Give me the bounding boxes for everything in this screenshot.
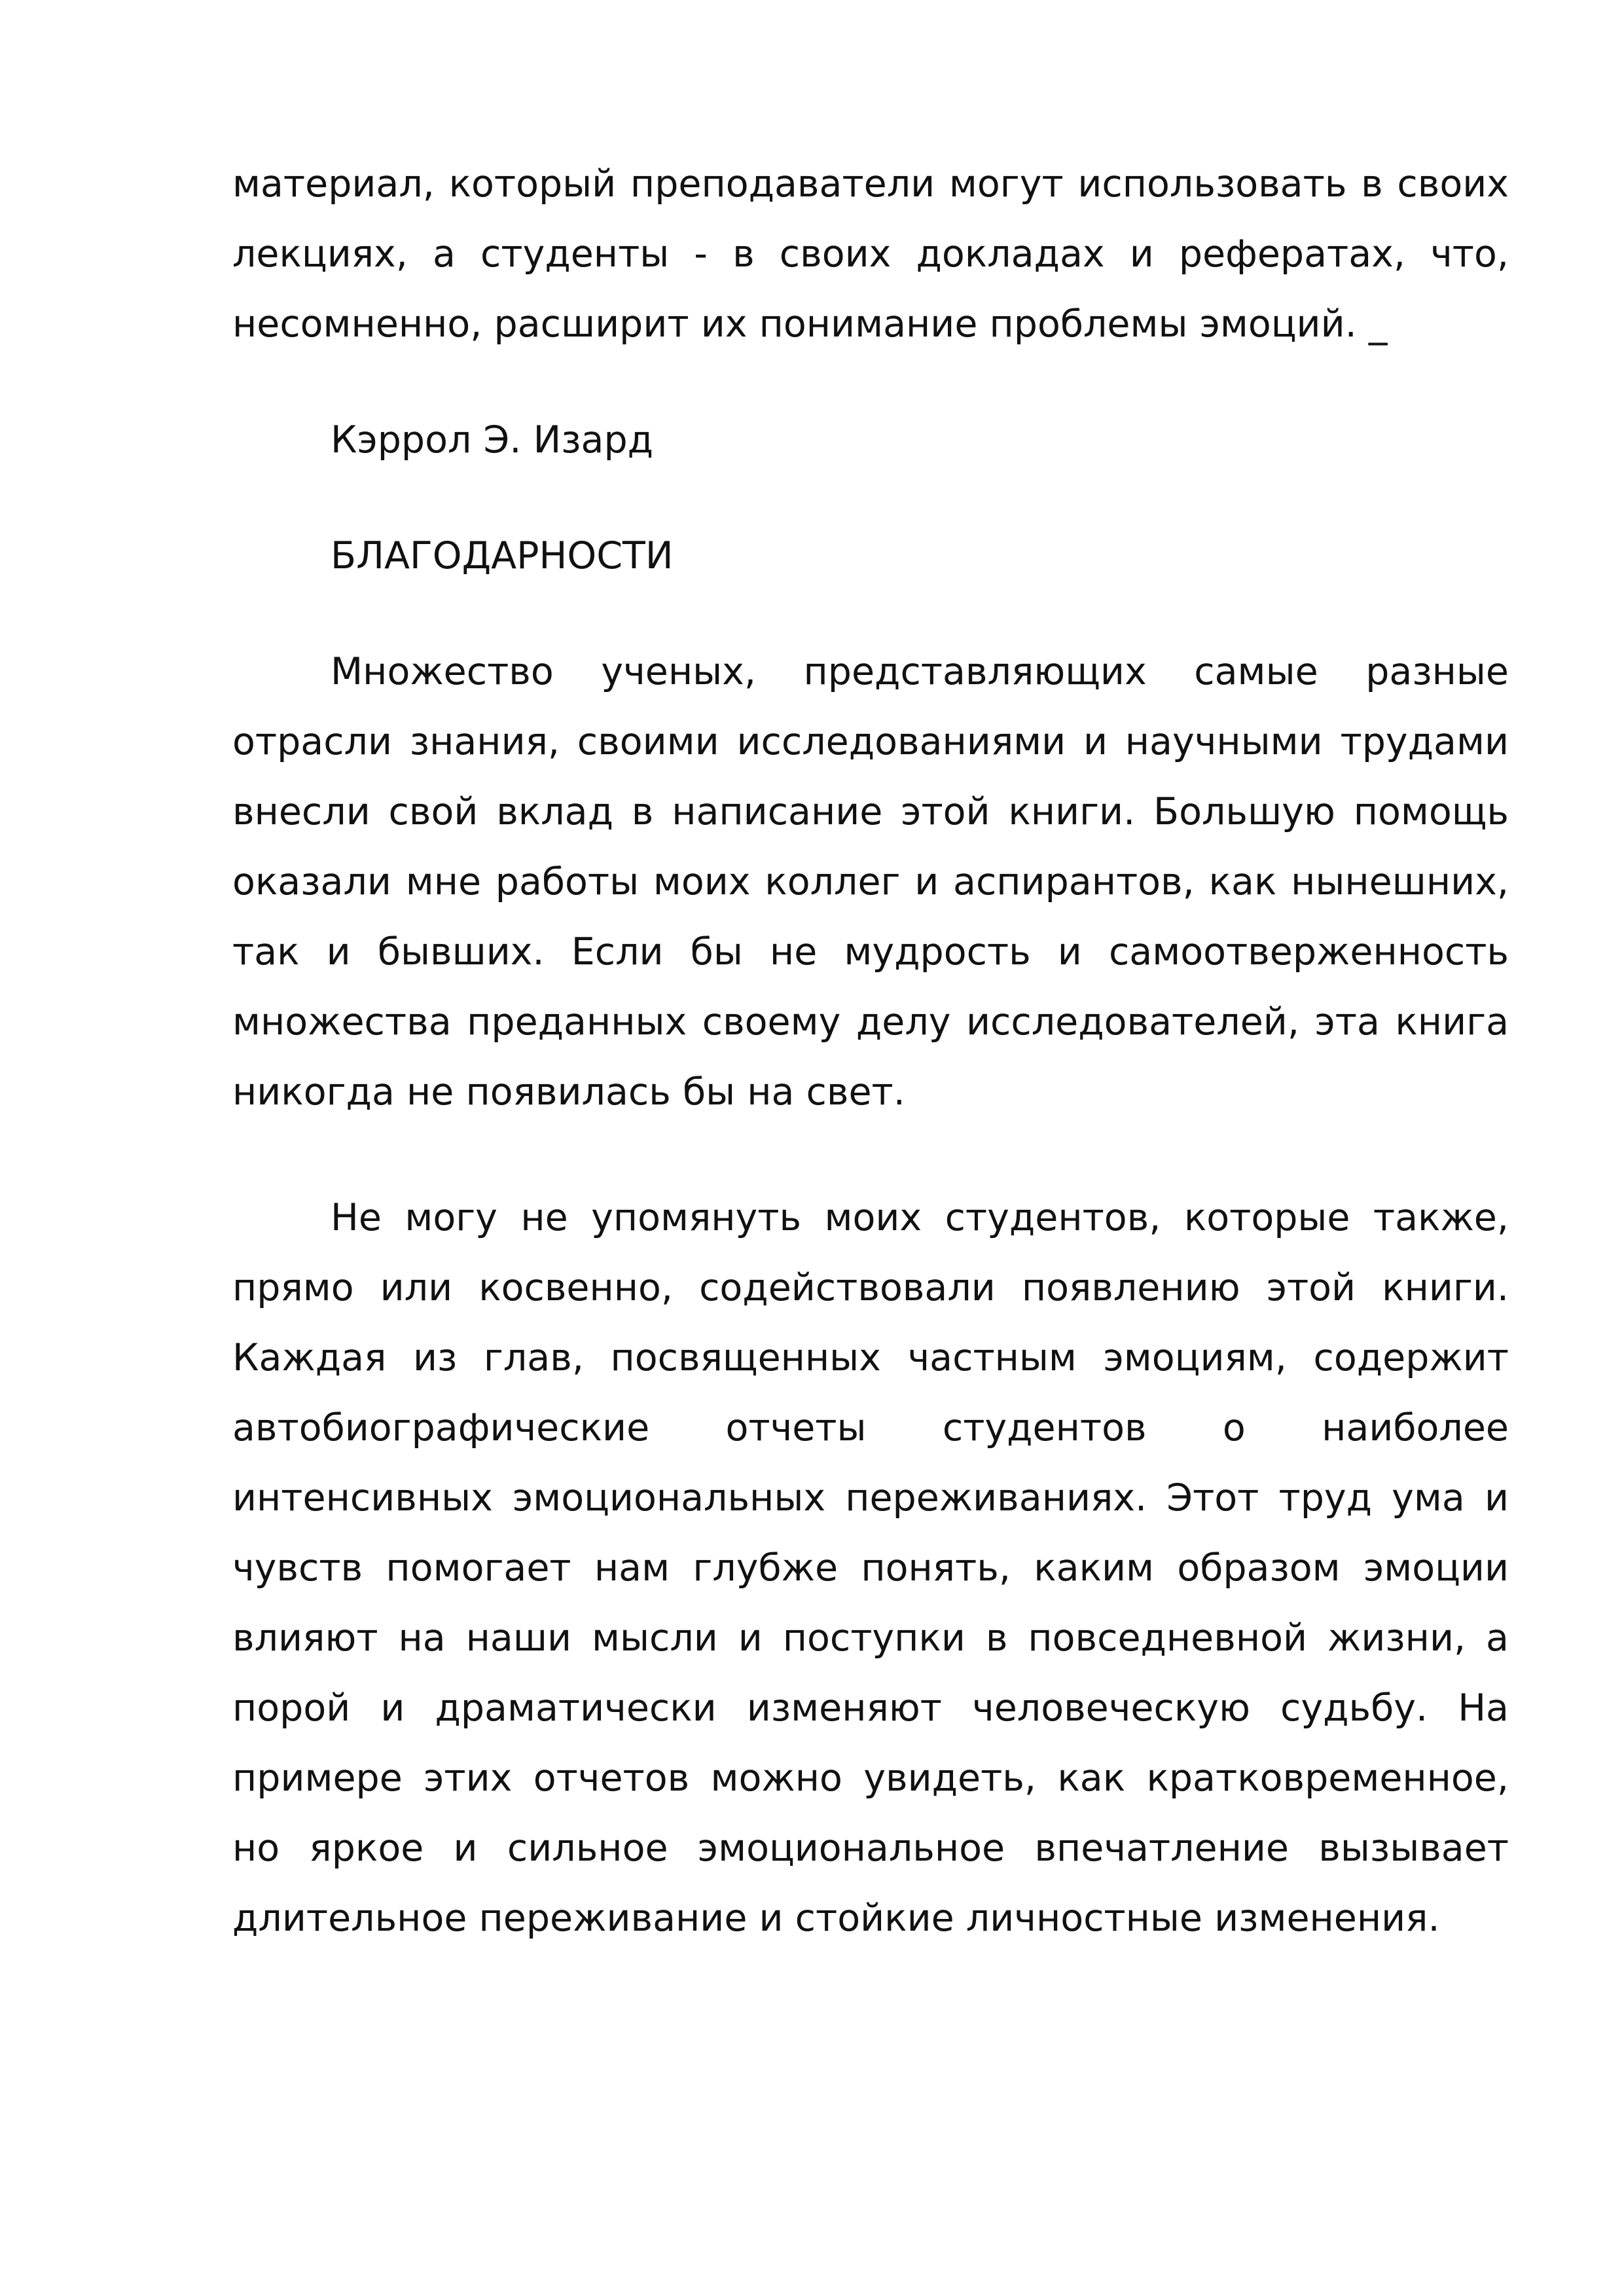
spacer [232, 591, 1509, 637]
acknowledgements-paragraph-1: Множество ученых, представляющих самые разные отрасли знания, своими исследованиями и научными трудами внесли свой вклад в написание этой книги. Большую помощь оказали мне работы моих коллег и аспирантов, как нынешних, так и бывших. Если бы не мудрость и самоотверженность множества преданных своему делу исследователей, эта книга никогда не появилась бы на свет. [232, 650, 1509, 1114]
acknowledgements-paragraph-2: Не могу не упомянуть моих студентов, которые также, прямо или косвенно, содействовали появлению этой книги. Каждая из глав, посвященных частным эмоциям, содержит автобиографические отчеты студентов о наиболее интенсивных эмоциональных переживаниях. Этот труд ума и чувств помогает нам глубже понять, каким образом эмоции влияют на наши мысли и поступки в повседневной жизни, а порой и драматически изменяют человеческую судьбу. На примере этих отчетов можно увидеть, как кратковременное, но яркое и сильное эмоциональное впечатление вызывает длительное переживание и стойкие личностные изменения. [232, 1196, 1509, 1940]
author-signature: Кэррол Э. Изард [331, 418, 654, 462]
spacer [232, 475, 1509, 521]
spacer [232, 1127, 1509, 1183]
section-heading: БЛАГОДАРНОСТИ [331, 534, 674, 577]
document-page [232, 149, 1509, 1954]
intro-paragraph: материал, который преподаватели могут использовать в своих лекциях, а студенты - в своих докладах и рефератах, что, несомненно, расширит их понимание проблемы эмоций. _ [232, 162, 1509, 346]
spacer [232, 359, 1509, 405]
